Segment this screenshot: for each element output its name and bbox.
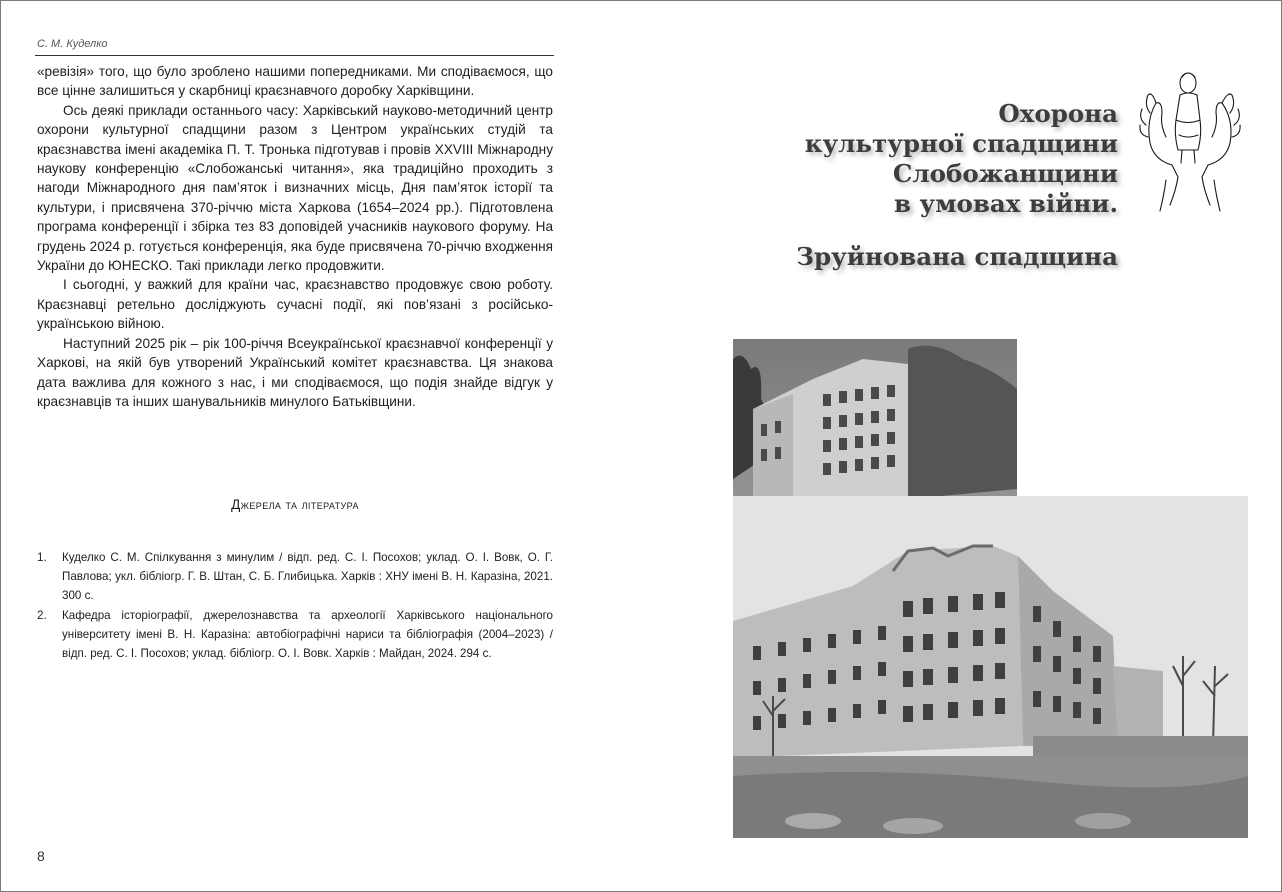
reference-text: Куделко С. М. Спілкування з минулим / відп. ред. С. І. Посохов; уклад. О. І. Вовк, О. Г. Павлова; укл. бібліогр. Г. В. Штан, С. Б. Глибицька. Харків : ХНУ імені В. Н. Каразіна, 2021. 300 с. [62,551,553,603]
references-heading: Джерела та література [231,497,359,512]
paragraph: Наступний 2025 рік – рік 100-річчя Всеукраїнської краєзнавчої конференції у Харкові, на якій був утворений Український комітет краєзнавства. Ця знакова дата важлива для кожного з нас, і ми сподіваємося, що подія знайде відгук у краєзнавців та інших шанувальників минулого Батьківщини. [37,335,553,409]
page-number: 8 [37,848,45,864]
paragraph: І сьогодні, у важкий для країни час, краєзнавство продовжує свою роботу. Краєзнавці ретельно досліджують сучасні події, які пов’язані з російсько-українською війною. [37,277,553,332]
reference-text: Кафедра історіографії, джерелознавства та археології Харківського національного університету імені В. Н. Каразіна: автобіографічні нариси та бібліографія (2004–2023) / відп. ред. С. І. Посохов; уклад. бібліогр. О. І. Вовк. Харків : Майдан, 2024. 294 с. [62,608,553,661]
running-head: С. М. Куделко [37,38,108,50]
section-title-line: Охорона [998,99,1118,128]
paragraph: Ось деякі приклади останнього часу: Харківський науково-методичний центр охорони культурної спадщини разом з Центром українських студій та краєзнавства імені академіка П. Т. Тронька підготував і провів XXVIII Міжнародну наукову конференцію «Слобожанські читання», яка традиційно проходить з нагоди Міжнародного дня пам’яток і визначних місць, Дня пам’яток історії та культури, і присвячена 370-річчю міста Харкова (1654–2024 рр.). Підготовлена програма конференції і збірка тез 83 доповідей учасників наукового форуму. На грудень 2024 р. готується конференція, яка буде присвячена 70-річчю входження України до ЮНЕСКО. Такі приклади легко продовжити. [37,102,553,274]
section-title [805,99,1118,219]
subsection-title: Зруйнована спадщина [796,242,1118,271]
reference-item [37,606,553,664]
reference-number: 2. [37,608,47,622]
section-title-line: Слобожанщини [892,159,1118,188]
body-text [37,62,553,411]
reference-item [37,548,553,606]
paragraph: «ревізія» того, що було зроблено нашими попередниками. Ми сподіваємося, що все цінне залишиться у скарбниці краєзнавчого доробку Харківщини. [37,64,553,99]
building-after-destruction-photo [733,496,1248,838]
hands-holding-figure-icon [1136,65,1251,215]
header-rule [35,55,554,56]
section-title-line: в умовах війни. [893,189,1118,218]
references-list [37,548,553,663]
section-title-line: культурної спадщини [804,129,1118,158]
reference-number: 1. [37,551,47,564]
